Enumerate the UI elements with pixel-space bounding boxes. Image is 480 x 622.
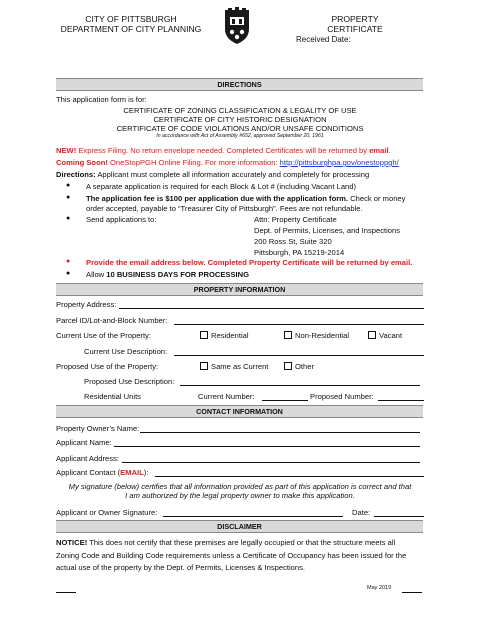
bullet-fee-line-2: order accepted, payable to “Treasurer City of Pittsburgh”. Fees are not refundable. xyxy=(86,204,363,213)
form-title-line-2: CERTIFICATE xyxy=(327,24,383,34)
bullet-icon: ● xyxy=(66,270,71,277)
current-use-description-field[interactable] xyxy=(84,347,424,358)
applicant-contact-field[interactable] xyxy=(56,468,424,479)
mailing-address-line-3: 200 Ross St, Suite 320 xyxy=(254,237,332,246)
signature-certification-2: I am authorized by the legal property owner to make this application. xyxy=(125,491,355,500)
current-number-line[interactable] xyxy=(262,400,308,401)
directions-label: Directions: xyxy=(56,170,96,179)
current-number-label: Current Number: xyxy=(198,392,255,401)
applicant-contact-label xyxy=(56,468,148,477)
bullet-provide-email: Provide the email address below. Completed Property Certificate will be returned by email. xyxy=(86,258,413,267)
disclaimer-text-1: This does not certify that these premises are legally occupied or that the structure meets all xyxy=(87,538,396,547)
vacant-label: Vacant xyxy=(379,331,403,340)
fee-bold-text: The application fee is $100 per application due with the application form. xyxy=(86,194,349,203)
proposed-use-description-line[interactable] xyxy=(180,385,420,386)
residential-label: Residential xyxy=(211,331,249,340)
mailing-address-line-2: Dept. of Permits, Licenses, and Inspections xyxy=(254,226,401,235)
intro-text: This application form is for: xyxy=(56,95,147,104)
owner-name-label: Property Owner’s Name: xyxy=(56,424,140,433)
checkbox-icon xyxy=(284,331,292,339)
online-filing-notice xyxy=(56,158,399,167)
applicant-contact-suffix: ): xyxy=(143,468,149,477)
current-use-label: Current Use of the Property: xyxy=(56,331,151,340)
applicant-contact-line[interactable] xyxy=(155,476,424,477)
footer-left-rule xyxy=(56,592,76,593)
certificate-type-3: CERTIFICATE OF CODE VIOLATIONS AND/OR UNSAFE CONDITIONS xyxy=(116,124,364,133)
same-as-current-checkbox[interactable] xyxy=(200,362,268,371)
property-address-label: Property Address: xyxy=(56,300,117,309)
residential-checkbox[interactable] xyxy=(200,331,249,340)
current-use-description-line[interactable] xyxy=(174,355,424,356)
processing-days: 10 BUSINESS DAYS FOR PROCESSING xyxy=(106,270,250,279)
proposed-use-row xyxy=(56,362,424,373)
bullet-icon: ● xyxy=(66,182,71,189)
checkbox-icon xyxy=(368,331,376,339)
certificate-type-1: CERTIFICATE OF ZONING CLASSIFICATION & LEGALITY OF USE xyxy=(123,106,357,115)
express-filing-end: . xyxy=(388,146,391,155)
applicant-address-label: Applicant Address: xyxy=(56,454,119,463)
checkbox-icon xyxy=(200,331,208,339)
bullet-icon: ● xyxy=(66,215,71,222)
applicant-address-field[interactable] xyxy=(56,454,420,465)
other-checkbox[interactable] xyxy=(284,362,314,371)
property-address-line[interactable] xyxy=(119,308,424,309)
proposed-use-description-label: Proposed Use Description: xyxy=(84,377,175,386)
notice-label: NOTICE! xyxy=(56,538,88,547)
other-label: Other xyxy=(295,362,314,371)
bullet-processing-time xyxy=(86,270,249,279)
bullet-icon: ● xyxy=(66,258,71,265)
checkbox-icon xyxy=(284,362,292,370)
onestoppgh-link[interactable]: http://pittsburghpa.gov/onestoppgh/ xyxy=(279,158,399,167)
owner-name-field[interactable] xyxy=(56,424,420,435)
express-filing-text: Express Filing. No return envelope needed. Completed Certificates will be returned by xyxy=(76,146,370,155)
received-date-label: Received Date: xyxy=(296,35,351,44)
mailing-address-line-4: Pittsburgh, PA 15219-2014 xyxy=(254,248,345,257)
signature-label: Applicant or Owner Signature: xyxy=(56,508,158,517)
signature-line[interactable] xyxy=(163,516,343,517)
proposed-number-label: Proposed Number: xyxy=(310,392,374,401)
date-line[interactable] xyxy=(374,516,424,517)
proposed-use-label: Proposed Use of the Property: xyxy=(56,362,159,371)
signature-certification-1: My signature (below) certifies that all information provided as part of this application is correct and that xyxy=(68,482,412,491)
non-residential-checkbox[interactable] xyxy=(284,331,349,340)
disclaimer-section-header: DISCLAIMER xyxy=(56,520,423,533)
signature-row xyxy=(56,508,424,519)
applicant-name-line[interactable] xyxy=(114,446,420,447)
current-use-description-label: Current Use Description: xyxy=(84,347,168,356)
act-of-assembly-note: In accordance with Act of Assembly #652, approved September 20, 1961 xyxy=(156,133,324,139)
email-word: email xyxy=(369,146,389,155)
parcel-id-label: Parcel ID/Lot-and-Block Number: xyxy=(56,316,168,325)
bullet-separate-application: A separate application is required for each Block & Lot # (including Vacant Land) xyxy=(86,182,357,191)
applicant-address-line[interactable] xyxy=(122,462,420,463)
proposed-use-description-field[interactable] xyxy=(84,377,420,388)
disclaimer-line-3: actual use of the property by the Dept. of Permits, Licenses & Inspections. xyxy=(56,563,306,572)
disclaimer-line-2: Zoning Code and Building Code requirements unless a Certificate of Occupancy has been issued for the xyxy=(56,551,407,560)
applicant-contact-email-word: EMAIL xyxy=(120,468,144,477)
parcel-id-line[interactable] xyxy=(174,324,424,325)
form-title-line-1: PROPERTY xyxy=(331,14,379,24)
current-use-row xyxy=(56,331,424,342)
property-address-field[interactable] xyxy=(56,300,424,311)
processing-prefix: Allow xyxy=(86,270,107,279)
contact-section-header: CONTACT INFORMATION xyxy=(56,405,423,418)
fee-rest-text: Check or money xyxy=(348,194,406,203)
bullet-fee xyxy=(86,194,405,203)
bullet-icon: ● xyxy=(66,194,71,201)
certificate-type-2: CERTIFICATE OF CITY HISTORIC DESIGNATION xyxy=(153,115,327,124)
vacant-checkbox[interactable] xyxy=(368,331,402,340)
department-name: DEPARTMENT OF CITY PLANNING xyxy=(60,24,202,34)
owner-name-line[interactable] xyxy=(140,432,420,433)
city-name: CITY OF PITTSBURGH xyxy=(85,14,177,24)
residential-units-row xyxy=(84,392,424,403)
revision-date: May 2019 xyxy=(367,585,392,591)
directions-section-header: DIRECTIONS xyxy=(56,78,423,91)
property-section-header: PROPERTY INFORMATION xyxy=(56,283,423,296)
applicant-contact-prefix: Applicant Contact ( xyxy=(56,468,121,477)
date-label: Date: xyxy=(352,508,371,517)
city-seal-logo xyxy=(222,7,252,45)
bullet-send-applications: Send applications to: xyxy=(86,215,157,224)
non-residential-label: Non-Residential xyxy=(295,331,350,340)
new-label: NEW! xyxy=(56,146,77,155)
coming-soon-label: Coming Soon! xyxy=(56,158,108,167)
express-filing-notice xyxy=(56,146,391,155)
residential-units-label: Residential Units xyxy=(84,392,141,401)
directions-text: Applicant must complete all information accurately and completely for processing xyxy=(95,170,370,179)
same-as-current-label: Same as Current xyxy=(211,362,269,371)
applicant-name-label: Applicant Name: xyxy=(56,438,112,447)
mailing-address-line-1: Attn: Property Certificate xyxy=(254,215,337,224)
proposed-number-line[interactable] xyxy=(378,400,424,401)
checkbox-icon xyxy=(200,362,208,370)
directions-statement xyxy=(56,170,369,179)
online-filing-text: OneStopPGH Online Filing. For more information: xyxy=(107,158,280,167)
applicant-name-field[interactable] xyxy=(56,438,420,449)
footer-right-rule xyxy=(402,592,422,593)
disclaimer-line-1 xyxy=(56,538,424,548)
parcel-id-field[interactable] xyxy=(56,316,424,327)
